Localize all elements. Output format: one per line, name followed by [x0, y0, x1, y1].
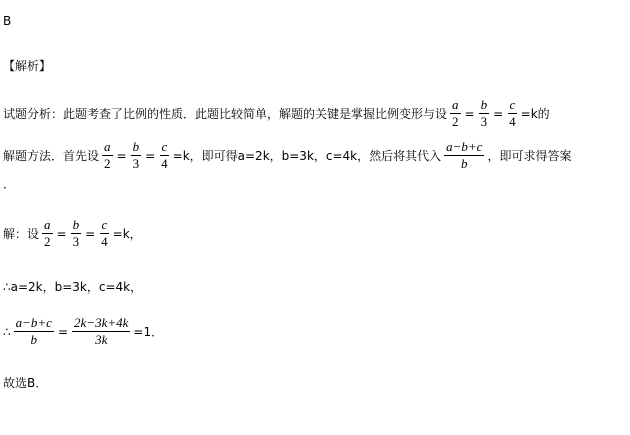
fraction-b-over-3: $\frac{b}{3}$ — [480, 97, 488, 129]
analysis-line-1: 试题分析： 此题考查了比例的性质．此题比较简单，解题的关键是掌握比例变形与设 $\frac{a}{2}$ = $\frac{b}{3}$ = $\frac{c}{4}$ =k的 — [3, 97, 550, 129]
analysis-line-3: ． — [3, 177, 16, 191]
solution-line-3: ∴ $\frac{a-b+c}{b}$ = $\frac{2k-3k+4k}{3k}$ =1． — [3, 315, 164, 347]
answer-letter: B — [3, 14, 12, 28]
fraction-a-over-2: $\frac{a}{2}$ — [104, 139, 111, 171]
fraction-b-over-3: $\frac{b}{3}$ — [132, 139, 140, 171]
solution-line-2: ∴a=2k，b=3k，c=4k， — [3, 280, 143, 294]
solution-line-1: 解：设 $\frac{a}{2}$ = $\frac{b}{3}$ = $\frac{c}{4}$ =k， — [3, 217, 142, 249]
fraction-expression: $\frac{a-b+c}{b}$ — [15, 315, 52, 347]
fraction-a-over-2: $\frac{a}{2}$ — [452, 97, 459, 129]
section-title: 【解析】 — [3, 59, 52, 73]
conclusion: 故选B． — [3, 376, 48, 390]
analysis-line-2: 解题方法．首先设 $\frac{a}{2}$ = $\frac{b}{3}$ = $\frac{c}{4}$ =k，即可得a=2k，b=3k，c=4k，然后将其代入 $\frac{a-b+c}{b}$ ，即可求得答案 — [3, 139, 572, 171]
fraction-a-over-2: $\frac{a}{2}$ — [44, 217, 51, 249]
fraction-c-over-4: $\frac{c}{4}$ — [101, 217, 108, 249]
fraction-expression: $\frac{a-b+c}{b}$ — [446, 139, 483, 171]
fraction-b-over-3: $\frac{b}{3}$ — [72, 217, 80, 249]
fraction-calculation: $\frac{2k-3k+4k}{3k}$ — [74, 315, 129, 347]
fraction-c-over-4: $\frac{c}{4}$ — [509, 97, 516, 129]
fraction-c-over-4: $\frac{c}{4}$ — [161, 139, 168, 171]
